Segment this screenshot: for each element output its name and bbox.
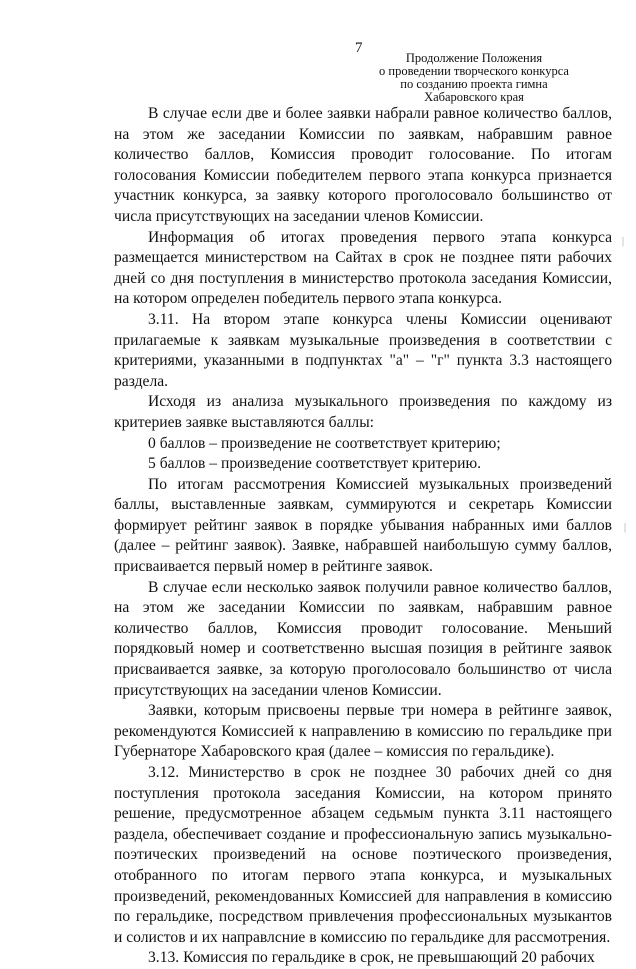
paragraph: Информация об итогах проведения первого этапа конкурса размещается министерством на Сайтах в срок не позднее пяти рабочих дней со дня поступления в министерство протокола заседания Комиссии, на котором определен победитель первого этапа конкурса. bbox=[114, 228, 612, 308]
score-line: 5 баллов – произведение соответствует критерию. bbox=[148, 455, 482, 473]
header-line-3: по созданию проекта гимна bbox=[400, 77, 548, 91]
paragraph: Исходя из анализа музыкального произведения по каждому из критериев заявке выставляются баллы: bbox=[114, 393, 612, 431]
paragraph: В случае если несколько заявок получили равное количество баллов, на этом же заседании Комиссии по заявкам, набравшим равное количество баллов, Комиссия проводит голосование. Меньший порядковый номер и соответственно высшая позиция в рейтинге заявок присваивается заявке, за которую проголосовало большинство от числа присутствующих на заседании членов Комиссии. bbox=[114, 578, 612, 699]
header-line-4: Хабаровского края bbox=[424, 90, 524, 104]
paragraph: 3.12. Министерство в срок не позднее 30 рабочих дней со дня поступления протокола заседания Комиссии, на котором принято решение, предусмотренное абзацем седьмым пункта 3.11 настоящего раздела, обеспечивает создание и профессиональную запись музыкально-поэтических произведений на основе поэтического произведения, отобранного по итогам первого этапа конкурса, и музыкальных произведений, рекомендованных Комиссией для направления в комиссию по геральдике, посредством привлечения профессиональных музыкантов и солистов и их направлсние в комиссию по геральдике для рассмотрения. bbox=[114, 764, 612, 946]
paragraph: 3.11. На втором этапе конкурса члены Комиссии оценивают прилагаемые к заявкам музыкальные произведения в соответствии с критериями, указанными в подпунктах "а" – "г" пункта 3.3 настоящего раздела. bbox=[114, 310, 612, 390]
document-body bbox=[114, 104, 612, 969]
paragraph: По итогам рассмотрения Комиссией музыкальных произведений баллы, выставленные заявкам, суммируются и секретарь Комиссии формирует рейтинг заявок в порядке убывания набранных ими баллов (далее – рейтинг заявок). Заявке, набравшей наибольшую сумму баллов, присваивается первый номер в рейтинге заявок. bbox=[114, 475, 612, 576]
scan-margin-mark: | bbox=[622, 236, 625, 247]
paragraph: Заявки, которым присвоены первые три номера в рейтинге заявок, рекомендуются Комиссией к направлению в комиссию по геральдике при Губернаторе Хабаровского края (далее – комиссия по геральдике). bbox=[114, 702, 612, 761]
score-line: 0 баллов – произведение не соответствует критерию; bbox=[148, 434, 501, 452]
page-number: 7 bbox=[355, 40, 363, 56]
scan-margin-mark: | bbox=[624, 522, 627, 533]
document-header bbox=[354, 52, 594, 104]
paragraph: В случае если две и более заявки набрали равное количество баллов, на этом же заседании Комиссии по заявкам, набравшим равное количество баллов, Комиссия проводит голосование. По итогам голосования Комиссии победителем первого этапа конкурса признается участник конкурса, за заявку которого проголосовало большинство от числа присутствующих на заседании членов Комиссии. bbox=[114, 105, 612, 225]
paragraph: 3.13. Комиссия по геральдике в срок, не превышающий 20 рабочих bbox=[148, 949, 595, 967]
header-line-2: о проведении творческого конкурса bbox=[379, 64, 569, 78]
header-line-1: Продолжение Положения bbox=[405, 51, 543, 65]
